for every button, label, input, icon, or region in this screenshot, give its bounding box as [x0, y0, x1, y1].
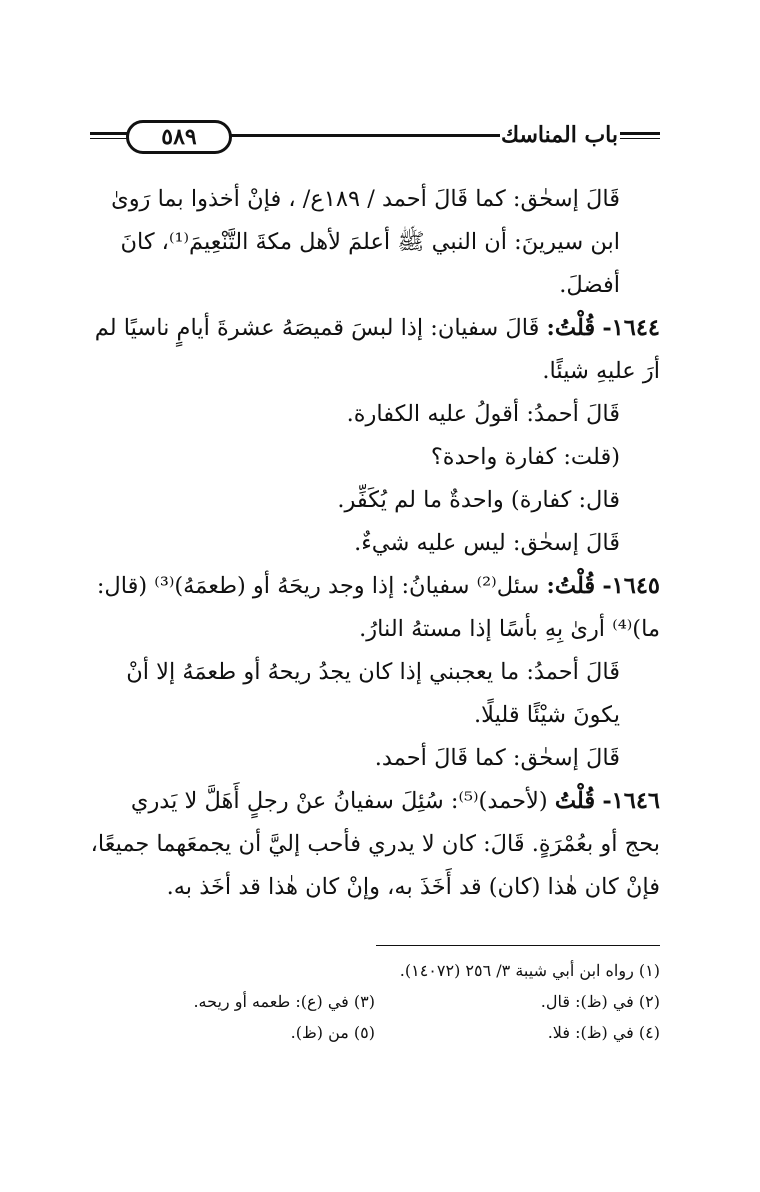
page-number: ٥٨٩ — [126, 120, 232, 154]
question-number: ١٦٤٤- — [602, 315, 660, 341]
footnote-row — [90, 986, 660, 1017]
footnote-4: (٤) في (ظ): فلا. — [547, 1023, 660, 1042]
question-1644 — [90, 307, 660, 393]
question-text: قَالَ سفيان: إذا لبسَ قميصَهُ عشرةَ أيامٍ ناسيًا لم أرَ عليهِ شيئًا. — [94, 315, 660, 384]
question-text: (لأحمد)⁽⁵⁾: سُئِلَ سفيانُ عنْ رجلٍ أَهَلَّ لا يَدري بحج أو بعُمْرَةٍ. قَالَ: كان لا يدري فأحب إليَّ أن يجمعَهما جميعًا، فإنْ كان هٰذا (كان) قد أَخَذَ به، وإنْ كان هٰذا قد أخَذ به. — [90, 788, 660, 900]
footnote-row — [90, 1017, 660, 1048]
question-text: سئل⁽²⁾ سفيانُ: إذا وجد ريحَهُ أو (طعمَهُ)⁽³⁾ (قال: ما)⁽⁴⁾ أرىٰ بِهِ بأسًا إذا مستهُ النارُ. — [96, 573, 660, 642]
footnote-2: (٢) في (ظ): قال. — [540, 992, 660, 1011]
answer-ahmad: قَالَ أحمدُ: ما يعجبني إذا كان يجدُ ريحهُ أو طعمَهُ إلا أنْ يكونَ شيْئًا قليلًا. — [126, 659, 620, 728]
paragraph-ishaq-intro: قَالَ إسحٰق: كما قَالَ أحمد / ١٨٩ع/ ، فإنْ أخذوا بما رَوىٰ ابن سيرينَ: أن النبي ﷺ أعلمَ لأهل مكةَ التَّنْعِيمَ⁽¹⁾، كانَ أفضلَ. — [111, 186, 620, 298]
qal-line: قال: كفارة) واحدةٌ ما لم يُكَفِّر. — [337, 487, 620, 513]
page-header — [90, 118, 660, 158]
footnotes — [90, 955, 660, 1048]
footnote-row — [90, 955, 660, 986]
header-rule-middle — [230, 134, 500, 137]
question-1645 — [90, 565, 660, 651]
header-rule-right-thin — [620, 138, 660, 139]
header-rule-right — [620, 132, 660, 135]
question-1646 — [90, 780, 660, 909]
footnote-5: (٥) من (ظ). — [290, 1023, 375, 1042]
main-text — [90, 178, 660, 909]
answer-ahmad: قَالَ أحمدُ: أقولُ عليه الكفارة. — [346, 401, 620, 427]
qultu-label: قُلْتُ: — [546, 315, 596, 341]
qultu-label: قُلْتُ: — [546, 573, 596, 599]
qultu-label: قُلْتُ — [554, 788, 596, 814]
qultu-line: (قلت: كفارة واحدة؟ — [430, 444, 620, 470]
footnote-3: (٣) في (ع): طعمه أو ريحه. — [193, 992, 375, 1011]
answer-ishaq: قَالَ إسحٰق: ليس عليه شيءٌ. — [354, 530, 620, 556]
answer-ishaq: قَالَ إسحٰق: كما قَالَ أحمد. — [374, 745, 620, 771]
footnote-separator — [376, 945, 660, 946]
footnote-1: (١) رواه ابن أبي شيبة ٣/ ٢٥٦ (١٤٠٧٢). — [399, 961, 660, 980]
chapter-title: باب المناسك — [500, 122, 618, 148]
question-number: ١٦٤٦- — [602, 788, 660, 814]
question-number: ١٦٤٥- — [602, 573, 660, 599]
